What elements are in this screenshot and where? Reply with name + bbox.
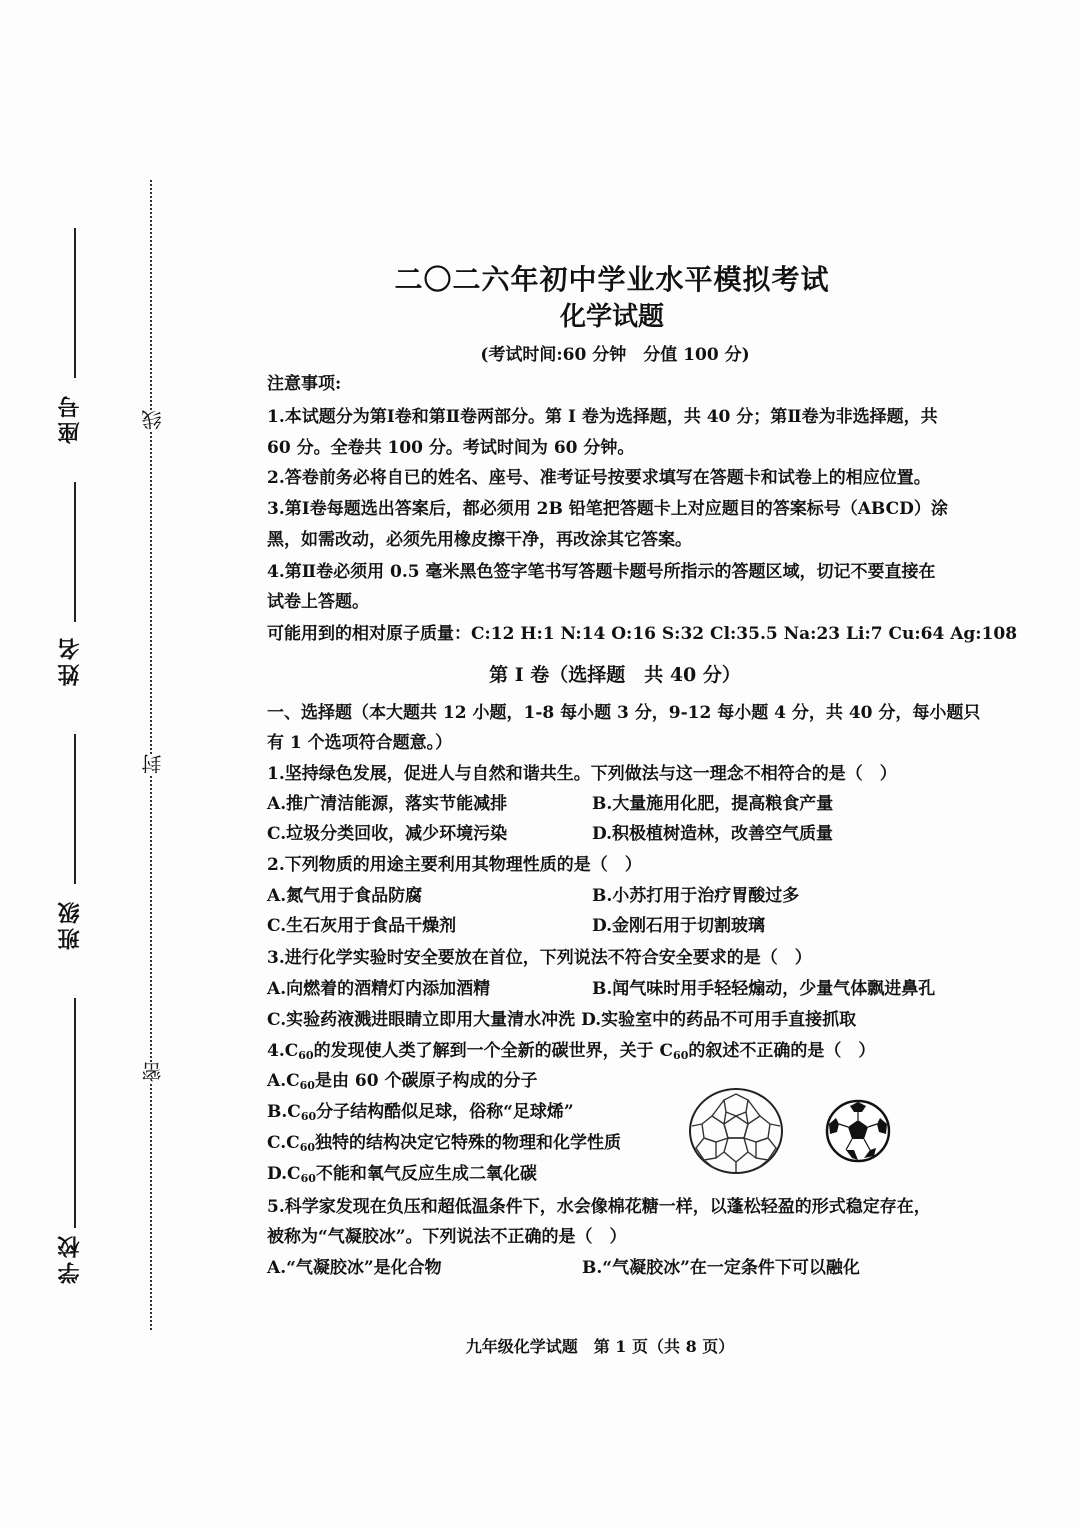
q4-c-post: 独特的结构决定它特殊的物理和化学性质: [315, 1133, 621, 1153]
q4-b-pre: B.C: [267, 1102, 301, 1122]
question-2-option-c: C.生石灰用于食品干燥剂: [267, 916, 457, 936]
question-4-option-c: [267, 1131, 621, 1160]
question-2-option-a: A.氮气用于食品防腐: [267, 886, 423, 906]
question-1-option-c: C.垃圾分类回收，减少环境污染: [267, 824, 508, 844]
q4-c-pre: C.C: [267, 1133, 300, 1153]
question-1-option-b: B.大量施用化肥，提高粮食产量: [592, 794, 834, 814]
notice-heading: 注意事项:: [267, 374, 342, 394]
question-3-option-b: B.闻气味时用手轻轻煽动，少量气体飘进鼻孔: [592, 979, 936, 999]
q4-b-sub: 60: [300, 1110, 317, 1123]
soccer-ball-figure: [824, 1098, 892, 1164]
seal-char-secret: 密: [138, 1062, 164, 1082]
notice-line: 60 分。全卷共 100 分。考试时间为 60 分钟。: [267, 438, 635, 458]
question-2-stem: 2.下列物质的用途主要利用其物理性质的是（ ）: [267, 855, 642, 875]
school-line: [74, 998, 76, 1228]
q4-c-sub: 60: [299, 1141, 315, 1154]
question-3-option-a: A.向燃着的酒精灯内添加酒精: [267, 979, 491, 999]
notice-line: 3.第Ⅰ卷每题选出答案后，都必须用 2B 铅笔把答题卡上对应题目的答案标号（ABCD）涂: [267, 499, 948, 519]
q4-d-sub: 60: [300, 1172, 316, 1185]
q4-stem-sub2: 60: [673, 1049, 689, 1062]
section-instruction: 一、选择题（本大题共 12 小题，1-8 每小题 3 分，9-12 每小题 4 分，共 40 分，每小题只: [267, 703, 981, 723]
question-4-option-d: [267, 1162, 537, 1191]
question-4-stem: [267, 1039, 875, 1068]
q4-a-pre: A.C: [267, 1071, 300, 1091]
q4-b-post: 分子结构酷似足球，俗称“足球烯”: [316, 1102, 574, 1122]
question-5-stem: 被称为“气凝胶冰”。下列说法不正确的是（ ）: [267, 1227, 627, 1247]
q4-d-post: 不能和氧气反应生成二氧化碳: [315, 1164, 537, 1184]
exam-title: 二〇二六年初中学业水平模拟考试: [394, 263, 830, 296]
question-1-option-a: A.推广清洁能源，落实节能减排: [267, 794, 508, 814]
question-1-stem: 1.坚持绿色发展，促进人与自然和谐共生。下列做法与这一理念不相符合的是（ ）: [267, 764, 897, 784]
name-line: [74, 482, 76, 622]
page-footer: 九年级化学试题 第 1 页（共 8 页）: [465, 1337, 735, 1356]
q4-a-post: 是由 60 个碳原子构成的分子: [314, 1071, 538, 1091]
atomic-masses: 可能用到的相对原子质量：C:12 H:1 N:14 O:16 S:32 Cl:35.5 Na:23 Li:7 Cu:64 Ag:108: [267, 624, 1018, 644]
class-label: 班级: [57, 898, 83, 950]
q4-stem-sub: 60: [298, 1049, 314, 1062]
exam-subject: 化学试题: [559, 302, 664, 332]
class-line: [74, 734, 76, 884]
name-label: 姓名: [57, 634, 83, 686]
seal-char-line: 线: [138, 410, 164, 430]
question-2-option-b: B.小苏打用于治疗胃酸过多: [592, 886, 800, 906]
q4-stem-pre: 4.C: [267, 1041, 299, 1061]
question-4-option-b: [267, 1100, 574, 1129]
q4-d-pre: D.C: [267, 1164, 301, 1184]
question-5-option-a: A.“气凝胶冰”是化合物: [267, 1258, 442, 1278]
exam-time-info: (考试时间:60 分钟 分值 100 分): [480, 345, 750, 365]
notice-line: 1.本试题分为第Ⅰ卷和第Ⅱ卷两部分。第 I 卷为选择题，共 40 分；第Ⅱ卷为非选择题，共: [267, 407, 938, 427]
question-3-option-cd: C.实验药液溅进眼睛立即用大量清水冲洗 D.实验室中的药品不可用手直接抓取: [267, 1010, 857, 1030]
notice-line: 4.第Ⅱ卷必须用 0.5 毫米黑色签字笔书写答题卡题号所指示的答题区域，切记不要直接在: [267, 562, 936, 582]
q4-stem-post: 的叙述不正确的是（ ）: [688, 1041, 876, 1061]
question-5-option-b: B.“气凝胶冰”在一定条件下可以融化: [582, 1258, 860, 1278]
seat-number-label: 座号: [57, 392, 83, 444]
question-1-option-d: D.积极植树造林，改善空气质量: [592, 824, 834, 844]
notice-line: 黑，如需改动，必须先用橡皮擦干净，再改涂其它答案。: [267, 530, 692, 550]
question-2-option-d: D.金刚石用于切割玻璃: [592, 916, 766, 936]
section-title: 第 I 卷（选择题 共 40 分）: [489, 664, 741, 686]
section-instruction: 有 1 个选项符合题意。）: [267, 733, 453, 753]
school-label: 学校: [57, 1232, 83, 1284]
question-5-stem: 5.科学家发现在负压和超低温条件下，水会像棉花糖一样，以蓬松轻盈的形式稳定存在，: [267, 1197, 931, 1217]
notice-line: 2.答卷前务必将自已的姓名、座号、准考证号按要求填写在答题卡和试卷上的相应位置。: [267, 468, 931, 488]
c60-molecule-figure: [686, 1086, 786, 1176]
question-3-stem: 3.进行化学实验时安全要放在首位，下列说法不符合安全要求的是（ ）: [267, 948, 812, 968]
notice-line: 试卷上答题。: [267, 592, 369, 612]
q4-stem-mid: 的发现使人类了解到一个全新的碳世界，关于 C: [313, 1041, 674, 1061]
question-4-option-a: [267, 1069, 537, 1098]
seal-char-seal: 封: [138, 754, 164, 774]
q4-a-sub: 60: [299, 1079, 315, 1092]
